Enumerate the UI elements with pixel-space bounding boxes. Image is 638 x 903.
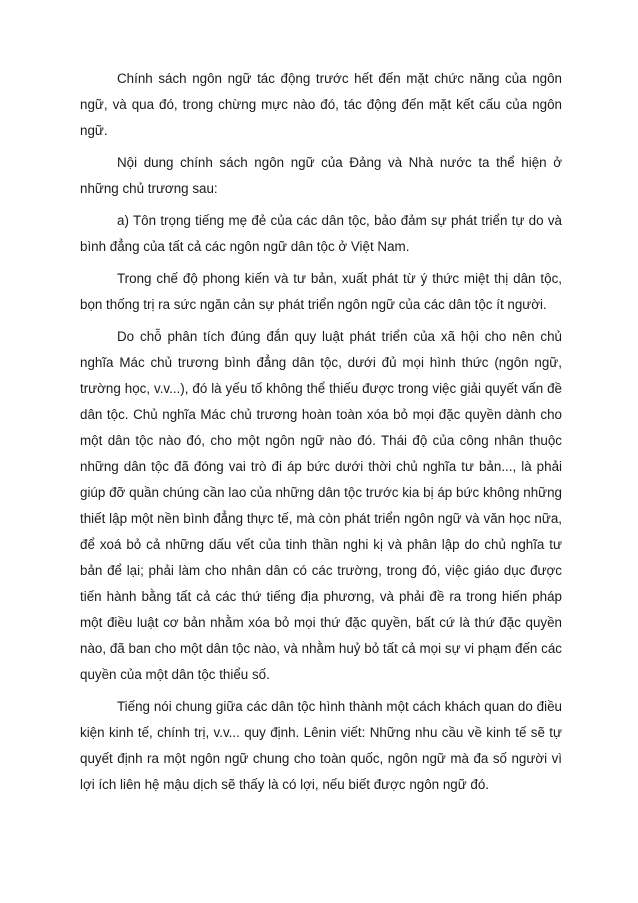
document-body xyxy=(80,66,562,804)
paragraph-feudal-capitalist: Trong chế độ phong kiến và tư bản, xuất phát từ ý thức miệt thị dân tộc, bọn thống trị ra sức ngăn cản sự phát triển ngôn ngữ của các dân tộc ít người. xyxy=(80,271,562,312)
paragraph-language-policy-effect: Chính sách ngôn ngữ tác động trước hết đến mặt chức năng của ngôn ngữ, và qua đó, trong chừng mực nào đó, tác động đến mặt kết cấu của ngôn ngữ. xyxy=(80,71,562,138)
paragraph-marxism-equality: Do chỗ phân tích đúng đắn quy luật phát triển của xã hội cho nên chủ nghĩa Mác chủ trương bình đẳng dân tộc, dưới đủ mọi hình thức (ngôn ngữ, trường học, v.v...), đó là yếu tố không thể thiếu được trong việc giải quyết vấn đề dân tộc. Chủ nghĩa Mác chủ trương hoàn toàn xóa bỏ mọi đặc quyền dành cho một dân tộc nào đó, cho một ngôn ngữ nào đó. Thái độ của công nhân thuộc những dân tộc đã đóng vai trò đi áp bức dưới thời chủ nghĩa tư bản..., là phải giúp đỡ quần chúng cần lao của những dân tộc trước kia bị áp bức không những thiết lập một nền bình đẳng thực tế, mà còn phát triển ngôn ngữ và văn học nữa, để xoá bỏ cả những dấu vết của tinh thần nghi kị và phân lập do chủ nghĩa tư bản để lại; phải làm cho nhân dân có các trường, trong đó, việc giáo dục được tiến hành bằng tất cả các thứ tiếng địa phương, và phải đề ra trong hiến pháp một điều luật cơ bản nhằm xóa bỏ mọi thứ đặc quyền, bất cứ là thứ đặc quyền nào, đã ban cho một dân tộc nào, và nhằm huỷ bỏ tất cả mọi sự vi phạm đến các quyền của một dân tộc thiểu số. xyxy=(80,329,562,682)
paragraph-point-a: a) Tôn trọng tiếng mẹ đẻ của các dân tộc, bảo đảm sự phát triển tự do và bình đẳng của tất cả các ngôn ngữ dân tộc ở Việt Nam. xyxy=(80,213,562,254)
paragraph-policy-content-intro: Nội dung chính sách ngôn ngữ của Đảng và Nhà nước ta thể hiện ở những chủ trương sau: xyxy=(80,155,562,196)
paragraph-common-language: Tiếng nói chung giữa các dân tộc hình thành một cách khách quan do điều kiện kinh tế, chính trị, v.v... quy định. Lênin viết: Những nhu cầu về kinh tế sẽ tự quyết định ra một ngôn ngữ chung cho toàn quốc, ngôn ngữ mà đa số người vì lợi ích liên hệ mậu dịch sẽ thấy là có lợi, nếu biết được ngôn ngữ đó. xyxy=(80,699,562,792)
